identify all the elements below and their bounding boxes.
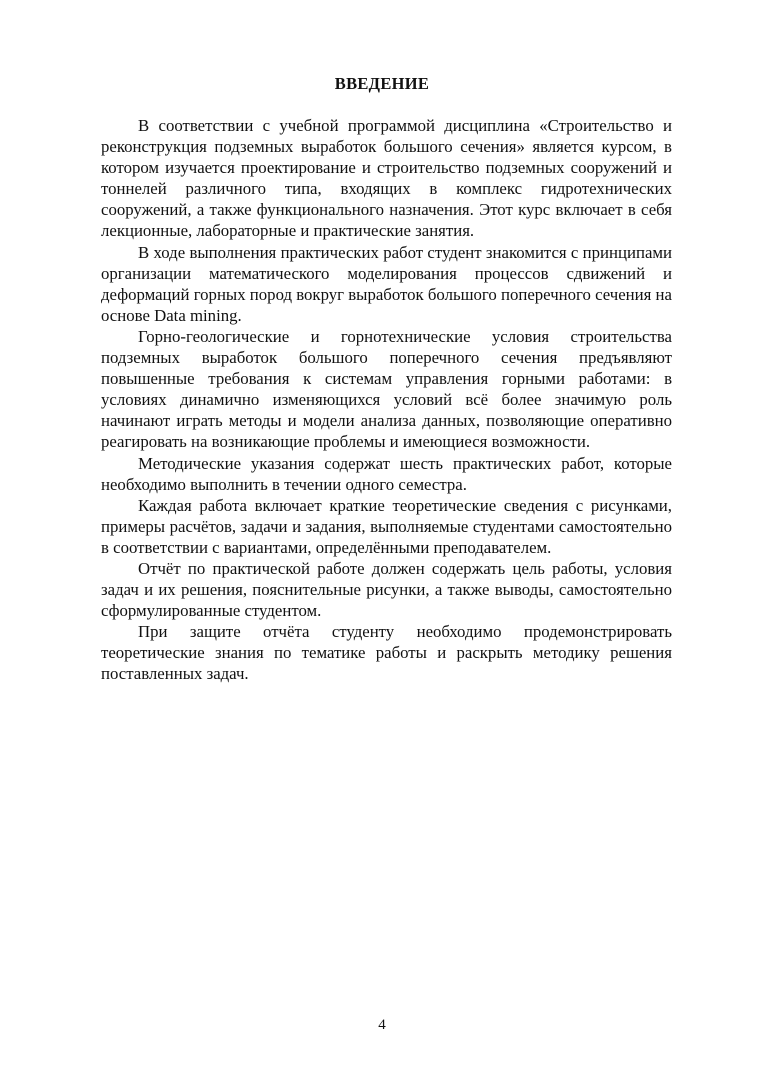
page-number: 4	[378, 1017, 386, 1033]
paragraph: Отчёт по практической работе должен содержать цель работы, условия задач и их решения, пояснительные рисунки, а также выводы, самостоятельно сформулированные студентом.	[101, 558, 672, 621]
paragraph: При защите отчёта студенту необходимо продемонстрировать теоретические знания по тематике работы и раскрыть методику решения поставленных задач.	[101, 622, 672, 684]
paragraph: Горно-геологические и горнотехнические условия строительства подземных выработок большого поперечного сечения предъявляют повышенные требования к системам управления горными работами: в условиях динамично изменяющихся условий всё более значимую роль начинают играть методы и модели анализа данных, позволяющие оперативно реагировать на возникающие проблемы и имеющиеся возможности.	[101, 326, 672, 452]
paragraph: Каждая работа включает краткие теоретические сведения с рисунками, примеры расчётов, задачи и задания, выполняемые студентами самостоятельно в соответствии с вариантами, определёнными преподавателем.	[101, 495, 672, 557]
paragraph: В соответствии с учебной программой дисциплина «Строительство и реконструкция подземных выработок большого сечения» является курсом, в котором изучается проектирование и строительство подземных сооружений и тоннелей различного типа, входящих в комплекс гидротехнических сооружений, а также функционального назначения. Этот курс включает в себя лекционные, лабораторные и практические занятия.	[101, 116, 672, 241]
page-title: ВВЕДЕНИЕ	[334, 74, 430, 93]
paragraph: Методические указания содержат шесть практических работ, которые необходимо выполнить в течении одного семестра.	[101, 453, 672, 494]
body-text	[101, 115, 672, 685]
paragraph: В ходе выполнения практических работ студент знакомится с принципами организации математического моделирования процессов сдвижений и деформаций горных пород вокруг выработок большого поперечного сечения на основе Data mining.	[101, 242, 672, 325]
